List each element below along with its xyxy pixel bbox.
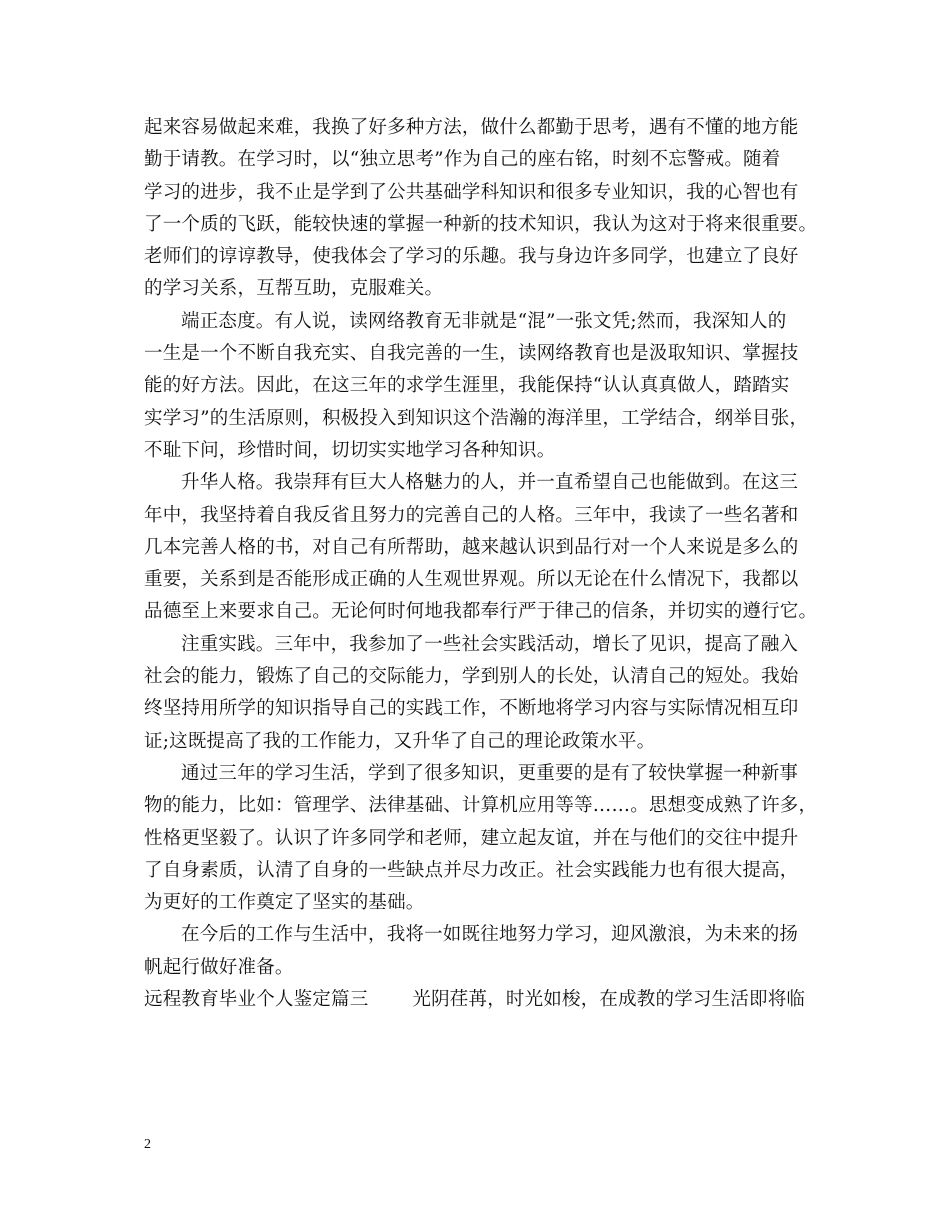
paragraph-start-practice: 注重实践。三年中，我参加了一些社会实践活动，增长了见识，提高了融入	[181, 633, 799, 655]
text-line: 品德至上来要求自己。无论何时何地我都奉行严于律己的信条，并切实的遵行它。	[144, 601, 818, 623]
text-line: 社会的能力，锻炼了自己的交际能力，学到别人的长处，认清自己的短处。我始	[144, 666, 799, 688]
text-line: 实学习”的生活原则，积极投入到知识这个浩瀚的海洋里，工学结合，纲举目张，	[144, 407, 809, 429]
paragraph-start-attitude: 端正态度。有人说，读网络教育无非就是“混”一张文凭;然而，我深知人的	[181, 310, 787, 332]
text-line: 为更好的工作奠定了坚实的基础。	[144, 892, 425, 914]
text-line: 年中，我坚持着自我反省且努力的完善自己的人格。三年中，我读了一些名著和	[144, 504, 799, 526]
section-intro-text: 光阴荏苒，时光如梭，在成教的学习生活即将临	[412, 989, 806, 1011]
text-line: 一生是一个不断自我充实、自我完善的一生，读网络教育也是汲取知识、掌握技	[144, 343, 799, 365]
text-line: 几本完善人格的书，对自己有所帮助，越来越认识到品行对一个人来说是多么的	[144, 536, 799, 558]
paragraph-start-character: 升华人格。我崇拜有巨大人格魅力的人，并一直希望自己也能做到。在这三	[181, 472, 799, 494]
text-line: 不耻下问，珍惜时间，切切实实地学习各种知识。	[144, 439, 556, 461]
text-line: 帆起行做好准备。	[144, 956, 294, 978]
text-line: 了自身素质，认清了自身的一些缺点并尽力改正。社会实践能力也有很大提高，	[144, 859, 799, 881]
paragraph-start-future: 在今后的工作与生活中，我将一如既往地努力学习，迎风激浪，为未来的扬	[181, 924, 799, 946]
section-heading: 远程教育毕业个人鉴定篇三	[144, 989, 369, 1011]
section-heading-line	[144, 984, 819, 1016]
text-line: 起来容易做起来难，我换了好多种方法，做什么都勤于思考，遇有不懂的地方能	[144, 117, 799, 138]
text-line: 终坚持用所学的知识指导自己的实践工作，不断地将学习内容与实际情况相互印	[144, 698, 799, 720]
text-line: 的学习关系，互帮互助，克服难关。	[144, 278, 444, 300]
text-line: 物的能力，比如：管理学、法律基础、计算机应用等等……。思想变成熟了许多，	[144, 795, 818, 817]
document-body	[144, 112, 819, 1016]
text-line: 老师们的谆谆教导，使我体会了学习的乐趣。我与身边许多同学，也建立了良好	[144, 246, 799, 268]
text-line: 重要，关系到是否能形成正确的人生观世界观。所以无论在什么情况下，我都以	[144, 569, 799, 591]
text-line: 勤于请教。在学习时，以“独立思考”作为自己的座右铭，时刻不忘警戒。随着	[144, 149, 781, 171]
text-line: 性格更坚毅了。认识了许多同学和老师，建立起友谊，并在与他们的交往中提升	[144, 827, 799, 849]
text-line: 能的好方法。因此，在这三年的求学生涯里，我能保持“认认真真做人，踏踏实	[144, 375, 790, 397]
paragraph-start-summary: 通过三年的学习生活，学到了很多知识，更重要的是有了较快掌握一种新事	[181, 762, 799, 784]
page-number: 2	[144, 1137, 151, 1152]
text-line: 证;这既提高了我的工作能力，又升华了自己的理论政策水平。	[144, 730, 656, 752]
text-line: 学习的进步，我不止是学到了公共基础学科知识和很多专业知识，我的心智也有	[144, 181, 799, 203]
text-line: 了一个质的飞跃，能较快速的掌握一种新的技术知识，我认为这对于将来很重要。	[144, 213, 818, 235]
